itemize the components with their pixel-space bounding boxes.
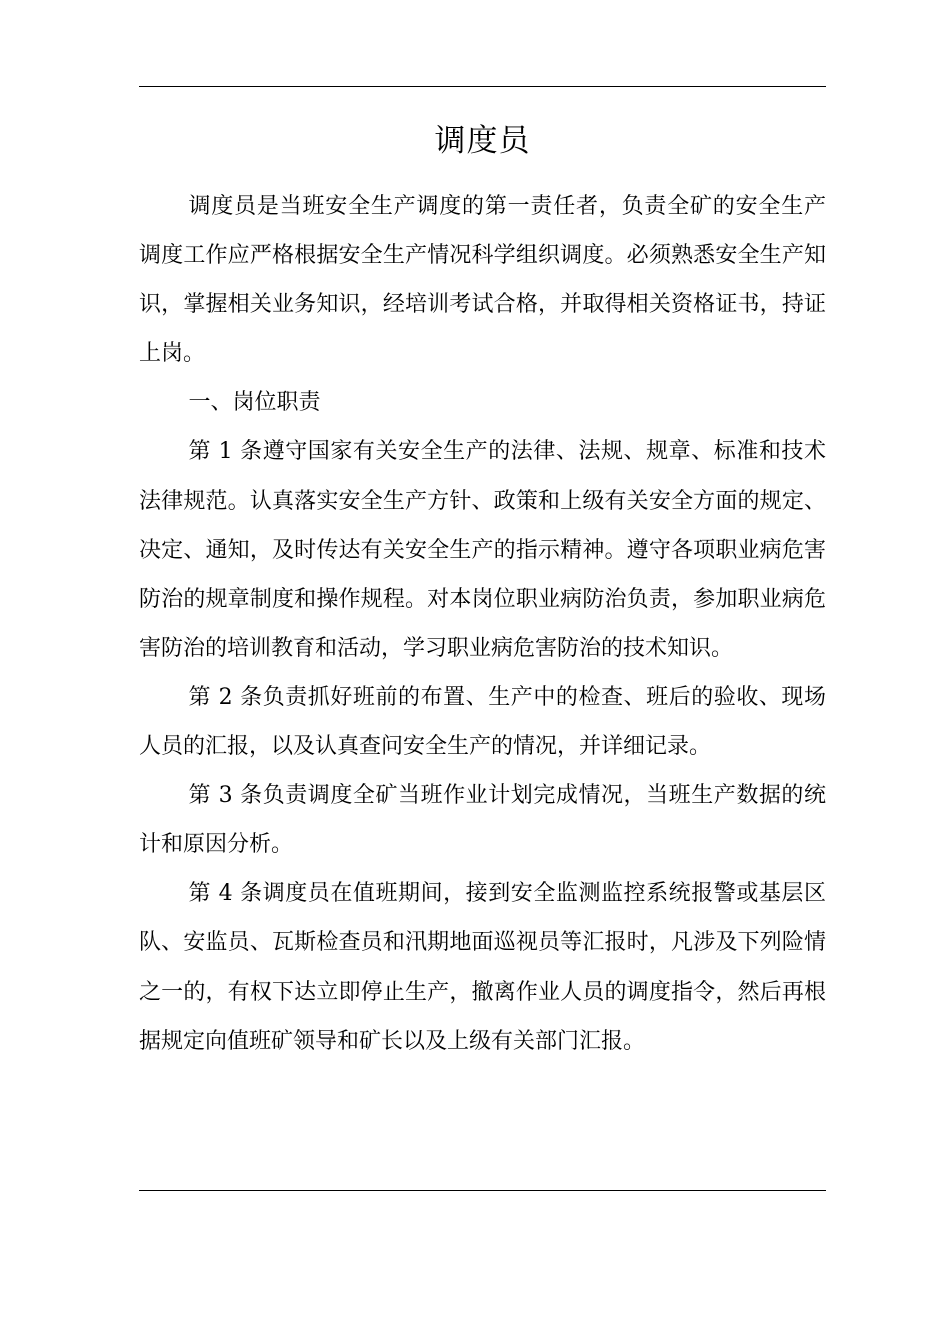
section-heading: 一、岗位职责 bbox=[188, 390, 321, 416]
paragraph-article-1: 第 1 条遵守国家有关安全生产的法律、法规、规章、标准和技术法律规范。认真落实安全生产方针、政策和上级有关安全方面的规定、决定、通知，及时传达有关安全生产的指示精神。遵守各项职业病危害防治的规章制度和操作规程。对本岗位职业病防治负责，参加职业病危害防治的培训教育和活动，学习职业病危害防治的技术知识。 bbox=[139, 439, 826, 661]
paragraph-article-4: 第 4 条调度员在值班期间，接到安全监测监控系统报警或基层区队、安监员、瓦斯检查员和汛期地面巡视员等汇报时，凡涉及下列险情之一的，有权下达立即停止生产，撤离作业人员的调度指令，然后再根据规定向值班矿领导和矿长以及上级有关部门汇报。 bbox=[139, 881, 826, 1054]
header-rule bbox=[139, 86, 826, 87]
footer-rule bbox=[139, 1190, 826, 1191]
paragraph-intro: 调度员是当班安全生产调度的第一责任者，负责全矿的安全生产调度工作应严格根据安全生产情况科学组织调度。必须熟悉安全生产知识，掌握相关业务知识，经培训考试合格，并取得相关资格证书，持证上岗。 bbox=[139, 194, 826, 367]
document-body bbox=[139, 182, 826, 1066]
page-title: 调度员 bbox=[434, 123, 531, 159]
paragraph-article-3: 第 3 条负责调度全矿当班作业计划完成情况，当班生产数据的统计和原因分析。 bbox=[139, 783, 826, 858]
paragraph-article-2: 第 2 条负责抓好班前的布置、生产中的检查、班后的验收、现场人员的汇报，以及认真查问安全生产的情况，并详细记录。 bbox=[139, 684, 826, 760]
